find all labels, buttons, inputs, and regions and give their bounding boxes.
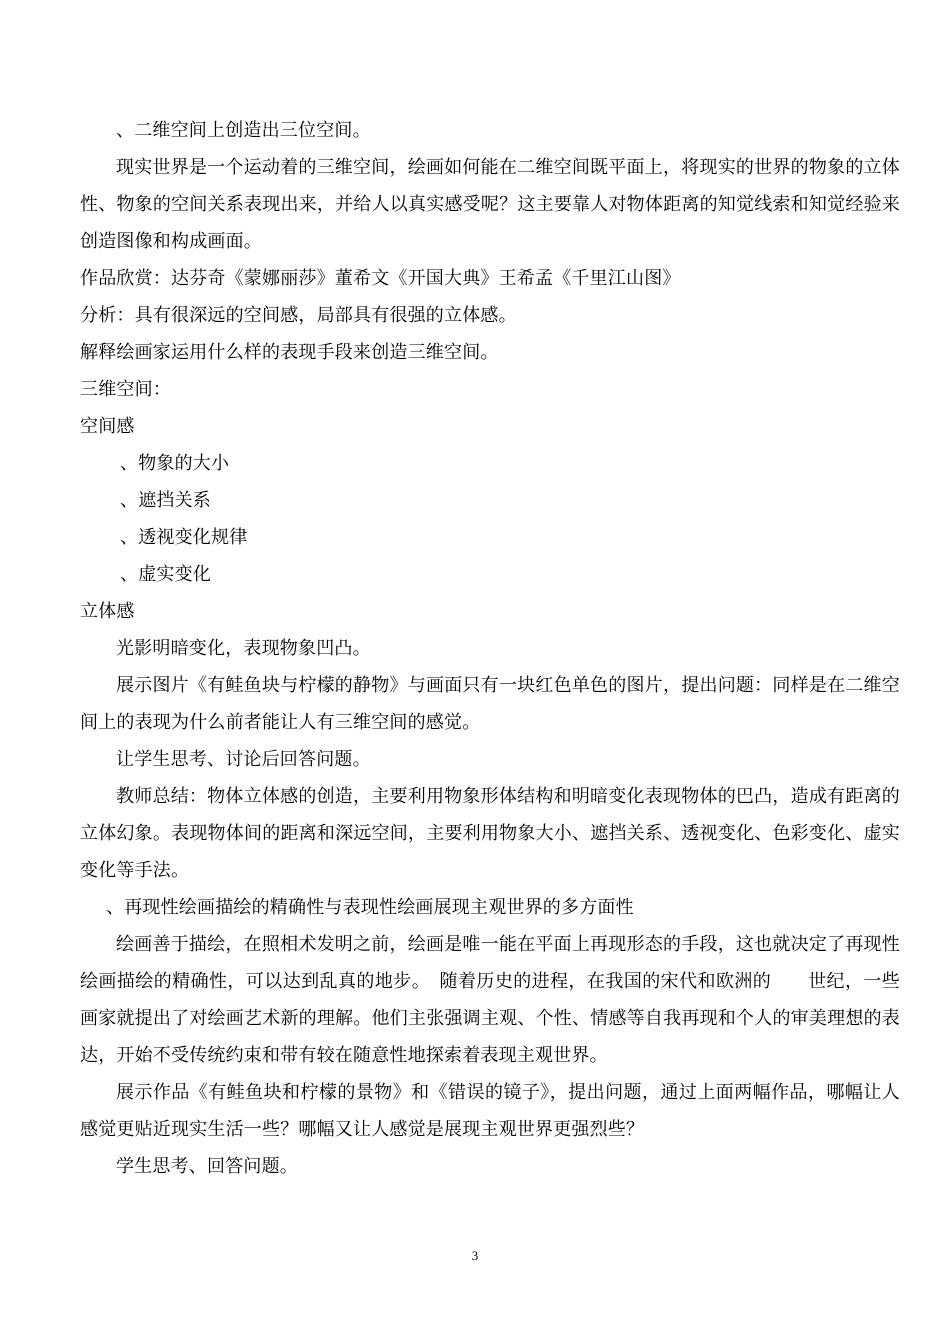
paragraph-students-answer: 学生思考、回答问题。 [116,1156,298,1177]
paragraph-works-appreciation: 作品欣赏：达芬奇《蒙娜丽莎》董希文《开国大典》王希孟《千里江山图》 [80,268,681,289]
paragraph-light-shadow: 光影明暗变化，表现物象凹凸。 [116,638,371,659]
label-3d-space: 三维空间： [80,379,171,400]
document-body [80,112,900,1185]
paragraph-explain: 解释绘画家运用什么样的表现手段来创造三维空间。 [80,342,499,363]
list-item-perspective: 、透视变化规律 [120,527,248,548]
paragraph-painting-depicts: 绘画善于描绘，在照相术发明之前，绘画是唯一能在平面上再现形态的手段，这也就决定了再现性绘画描绘的精确性，可以达到乱真的地步。 随着历史的进程，在我国的宋代和欧洲的 世纪，一些画家就提出了对绘画艺术新的理解。他们主张强调主观、个性、情感等自我再现和个人的审美理想的表达，开始不受传统约束和带有较在随意性地探索着表现主观世界。 [80,934,900,1066]
list-item-object-size: 、物象的大小 [120,453,230,474]
paragraph-real-world: 现实世界是一个运动着的三维空间，绘画如何能在二维空间既平面上，将现实的世界的物象的立体性、物象的空间关系表现出来，并给人以真实感受呢？这主要靠人对物体距离的知觉线索和知觉经验来创造图像和构成画面。 [80,157,900,252]
heading-representational-vs-expressive: 、再现性绘画描绘的精确性与表现性绘画展现主观世界的多方面性 [106,897,634,918]
label-sense-of-space: 空间感 [80,416,135,437]
label-three-dimensionality: 立体感 [80,601,135,622]
list-item-occlusion: 、遮挡关系 [120,490,211,511]
paragraph-show-works: 展示作品《有鲑鱼块和柠檬的景物》和《错误的镜子》，提出问题，通过上面两幅作品，哪幅让人感觉更贴近现实生活一些？哪幅又让人感觉是展现主观世界更强烈些？ [80,1082,900,1140]
heading-2d-to-3d: 、二维空间上创造出三位空间。 [116,120,371,141]
paragraph-teacher-summary: 教师总结：物体立体感的创造，主要利用物象形体结构和明暗变化表现物体的巴凸，造成有距离的立体幻象。表现物体间的距离和深远空间，主要利用物象大小、遮挡关系、透视变化、色彩变化、虚实变化等手法。 [80,786,900,881]
paragraph-show-picture: 展示图片《有鲑鱼块与柠檬的静物》与画面只有一块红色单色的图片，提出问题：同样是在二维空间上的表现为什么前者能让人有三维空间的感觉。 [80,675,900,733]
list-item-virtual-real: 、虚实变化 [120,564,211,585]
paragraph-students-think: 让学生思考、讨论后回答问题。 [116,749,371,770]
paragraph-analysis: 分析：具有很深远的空间感，局部具有很强的立体感。 [80,305,517,326]
page-number: 3 [471,1248,479,1263]
